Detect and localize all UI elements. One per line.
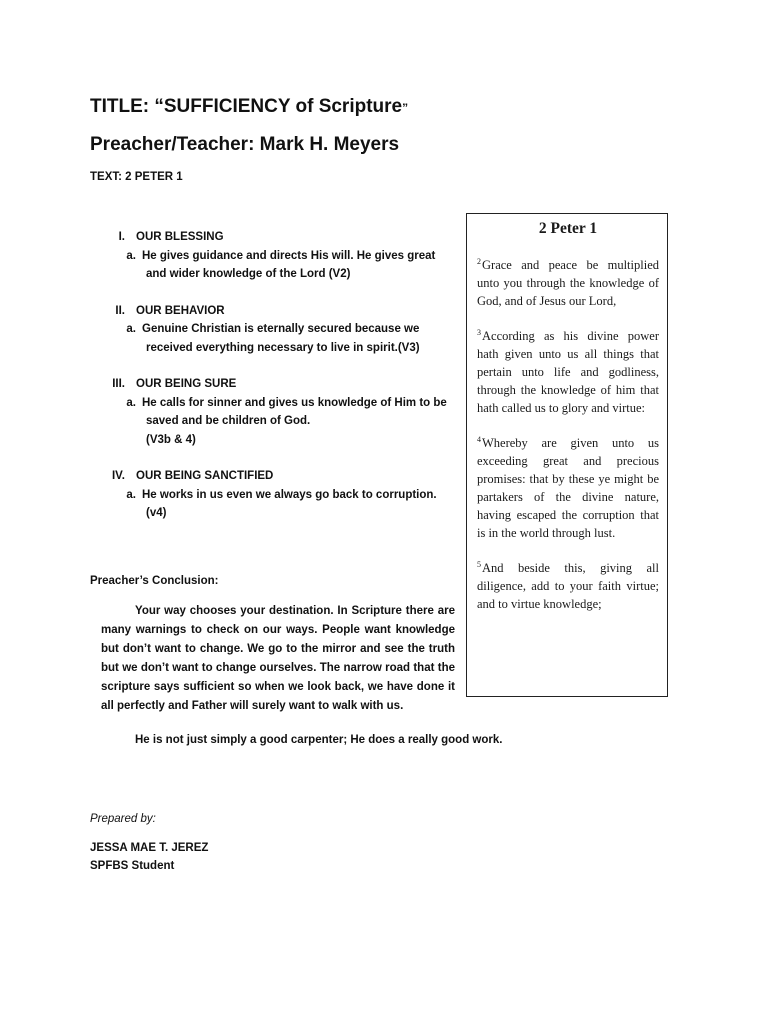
outline-section xyxy=(90,467,456,523)
verse-number: 2 xyxy=(477,257,481,266)
scripture-title: 2 Peter 1 xyxy=(538,220,598,237)
verse-number: 5 xyxy=(477,560,481,569)
section-numeral: I. xyxy=(118,231,125,243)
point-line: received everything necessary to live in spirit.(V3) xyxy=(146,341,420,354)
verse-number: 4 xyxy=(477,435,481,444)
point-text xyxy=(142,247,456,284)
conclusion-body xyxy=(101,602,455,716)
outline-section xyxy=(90,228,456,284)
verse xyxy=(477,256,659,310)
title-closing-quote: ” xyxy=(402,101,409,115)
verse-number: 3 xyxy=(477,328,481,337)
point-letter: a. xyxy=(126,396,136,409)
verse-ref: (V3b & 4) xyxy=(146,433,196,446)
point-line: He calls for sinner and gives us knowledge of Him to be xyxy=(142,396,447,409)
point-text xyxy=(142,486,456,523)
point-letter: a. xyxy=(126,323,136,335)
section-heading: OUR BLESSING xyxy=(136,231,224,243)
point-line: He works in us even we always go back to corruption. xyxy=(142,488,437,501)
title-text: TITLE: “SUFFICIENCY of Scripture xyxy=(90,96,403,117)
preparer-role: SPFBS Student xyxy=(90,860,175,872)
point-line: saved and be children of God. xyxy=(146,415,311,427)
verse-text: Whereby are given unto us exceeding great and precious promises: that by these ye might be partakers of the divine nature, having escaped the corruption that is in the world through lust. xyxy=(477,436,659,540)
conclusion-label: Preacher’s Conclusion: xyxy=(90,575,219,587)
conclusion-closing: He is not just simply a good carpenter; He does a really good work. xyxy=(135,734,503,746)
point-text xyxy=(142,320,456,357)
text-reference: TEXT: 2 PETER 1 xyxy=(90,171,183,183)
verse-text: According as his divine power hath given unto us all things that pertain unto life and godliness, through the knowledge of him that hath called us to glory and virtue: xyxy=(477,329,659,415)
verse xyxy=(477,327,659,417)
point-line: and wider knowledge of the Lord (V2) xyxy=(146,268,351,280)
point-line: He gives guidance and directs His will. He gives great xyxy=(142,249,436,262)
verse xyxy=(477,434,659,542)
verse-text: Grace and peace be multiplied unto you through the knowledge of God, and of Jesus our Lord, xyxy=(477,258,659,308)
page-title xyxy=(90,96,408,118)
point-line: Genuine Christian is eternally secured because we xyxy=(142,323,420,335)
sermon-outline xyxy=(90,228,456,541)
preparer-name: JESSA MAE T. JEREZ xyxy=(90,842,209,854)
point-letter: a. xyxy=(126,249,136,262)
conclusion-paragraph: Your way chooses your destination. In Scripture there are many warnings to check on our ways. People want knowledge but don’t want to change. We go to the mirror and see the truth but we don’t want to change ourselves. The narrow road that the scripture says sufficient so when we look back, we have done it all perfectly and Father will surely want to walk with us. xyxy=(101,605,455,712)
section-heading: OUR BEING SANCTIFIED xyxy=(136,470,274,482)
scripture-box xyxy=(466,213,668,697)
point-letter: a. xyxy=(126,488,136,501)
outline-section xyxy=(90,302,456,358)
verse-text: And beside this, giving all diligence, add to your faith virtue; and to virtue knowledge; xyxy=(477,561,659,611)
section-numeral: IV. xyxy=(111,470,125,482)
section-heading: OUR BEING SURE xyxy=(136,378,237,390)
preacher-teacher: Preacher/Teacher: Mark H. Meyers xyxy=(90,134,400,155)
section-numeral: II. xyxy=(115,304,125,317)
section-heading: OUR BEHAVIOR xyxy=(136,304,225,317)
verse xyxy=(477,559,659,613)
section-numeral: III. xyxy=(112,378,125,390)
prepared-by-label: Prepared by: xyxy=(90,813,156,825)
outline-section xyxy=(90,375,456,449)
verse-ref: (v4) xyxy=(146,507,167,519)
point-text xyxy=(142,394,456,450)
